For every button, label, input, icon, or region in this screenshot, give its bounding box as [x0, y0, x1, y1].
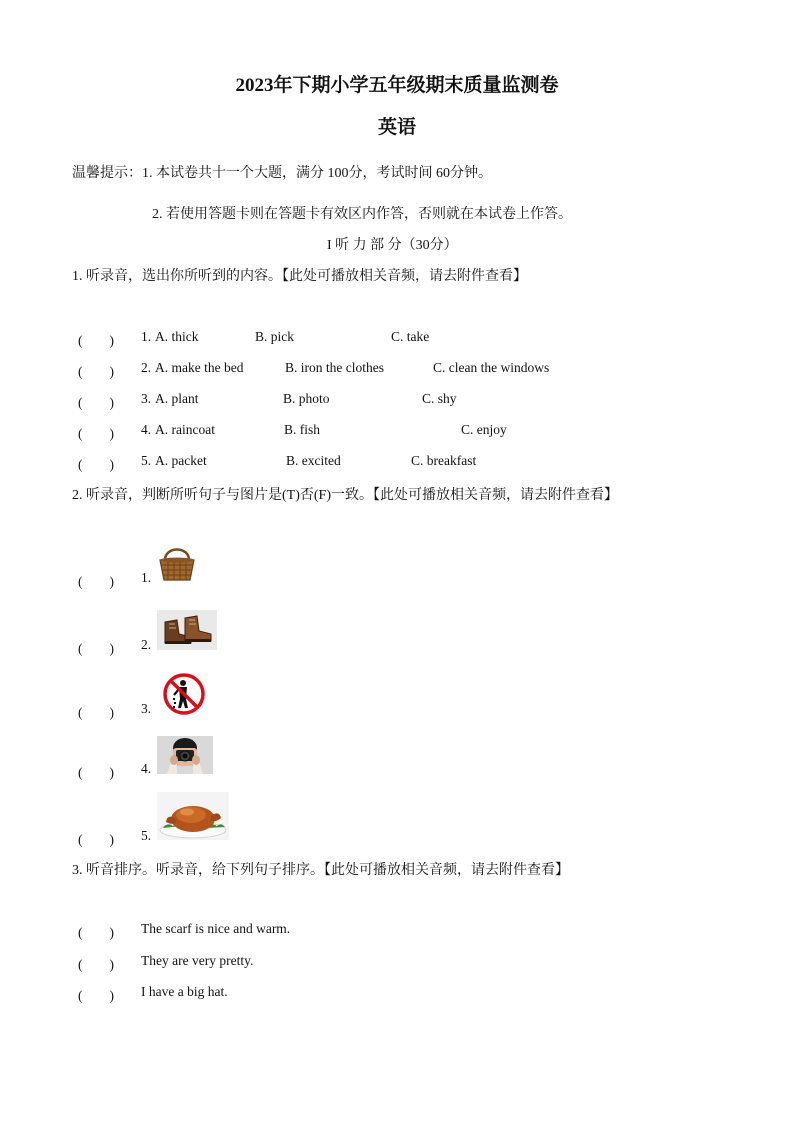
section3-instruction: 3. 听音排序。听录音，给下列句子排序。【此处可播放相关音频，请去附件查看】	[72, 863, 569, 878]
answer-paren[interactable]: ( )	[78, 765, 114, 780]
basket-icon	[157, 542, 197, 584]
question-number: 2.	[141, 360, 152, 375]
question-number: 2.	[141, 637, 152, 652]
question-number: 4.	[141, 761, 152, 776]
answer-paren[interactable]: ( )	[78, 641, 114, 656]
option-a: A. plant	[155, 391, 199, 406]
part-heading: I 听 力 部 分（30分）	[327, 238, 458, 253]
answer-paren[interactable]: ( )	[78, 988, 114, 1003]
question-number: 1.	[141, 329, 152, 344]
option-c: C. clean the windows	[433, 360, 550, 375]
option-a: A. make the bed	[155, 360, 244, 375]
sentence-text: They are very pretty.	[141, 953, 254, 968]
option-c: C. enjoy	[461, 422, 507, 437]
option-b: B. iron the clothes	[285, 360, 384, 375]
option-b: B. pick	[255, 329, 294, 344]
answer-paren[interactable]: ( )	[78, 925, 114, 940]
roast-chicken-icon	[157, 792, 229, 840]
answer-paren[interactable]: ( )	[78, 395, 114, 410]
option-a: A. thick	[155, 329, 199, 344]
option-b: B. photo	[283, 391, 330, 406]
sentence-text: I have a big hat.	[141, 984, 228, 999]
question-number: 5.	[141, 453, 152, 468]
option-c: C. take	[391, 329, 430, 344]
question-number: 1.	[141, 570, 152, 585]
no-littering-icon	[162, 672, 206, 716]
question-number: 3.	[141, 391, 152, 406]
section2-instruction: 2. 听录音，判断所听句子与图片是(T)否(F)一致。【此处可播放相关音频，请去附件查看】	[72, 488, 618, 503]
option-b: B. fish	[284, 422, 321, 437]
question-number: 3.	[141, 701, 152, 716]
answer-paren[interactable]: ( )	[78, 832, 114, 847]
boots-icon	[157, 610, 217, 650]
sentence-text: The scarf is nice and warm.	[141, 921, 291, 936]
option-a: A. raincoat	[155, 422, 215, 437]
answer-paren[interactable]: ( )	[78, 333, 114, 348]
exam-title: 2023年下期小学五年级期末质量监测卷	[235, 75, 559, 96]
answer-paren[interactable]: ( )	[78, 426, 114, 441]
question-number: 5.	[141, 828, 152, 843]
answer-paren[interactable]: ( )	[78, 364, 114, 379]
section1-instruction: 1. 听录音，选出你所听到的内容。【此处可播放相关音频，请去附件查看】	[72, 269, 527, 284]
answer-paren[interactable]: ( )	[78, 457, 114, 472]
answer-paren[interactable]: ( )	[78, 957, 114, 972]
option-b: B. excited	[286, 453, 341, 468]
question-number: 4.	[141, 422, 152, 437]
answer-paren[interactable]: ( )	[78, 574, 114, 589]
camera-photographer-icon	[157, 736, 213, 774]
tip-line-1: 温馨提示：1. 本试卷共十一个大题，满分 100分，考试时间 60分钟。	[72, 166, 492, 181]
tip-line-2: 2. 若使用答题卡则在答题卡有效区内作答，否则就在本试卷上作答。	[152, 207, 572, 222]
exam-subject: 英语	[377, 117, 416, 138]
option-c: C. shy	[422, 391, 457, 406]
option-a: A. packet	[155, 453, 207, 468]
answer-paren[interactable]: ( )	[78, 705, 114, 720]
option-c: C. breakfast	[411, 453, 477, 468]
